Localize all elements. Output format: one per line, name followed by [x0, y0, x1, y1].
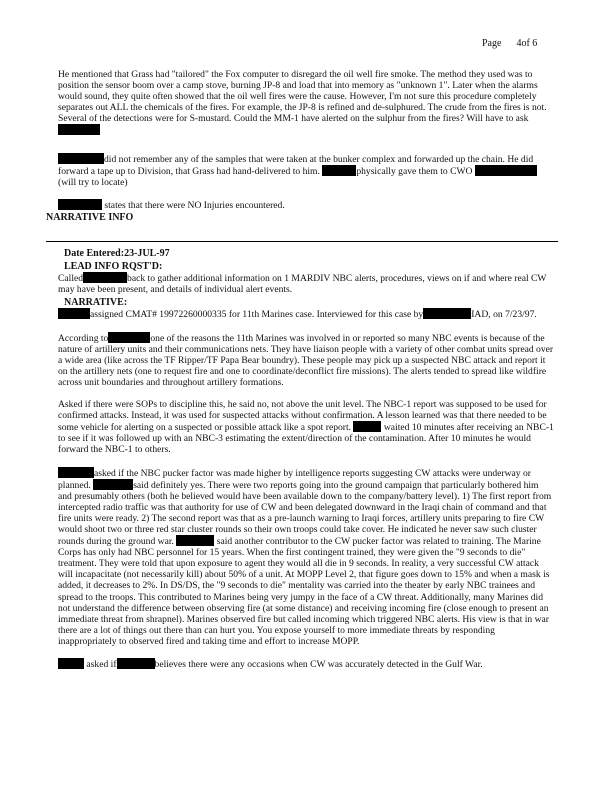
redaction [58, 153, 104, 164]
redaction [93, 479, 133, 490]
paragraph-gulf-war: asked if believes there were any occasions when CW was accurately detected in the Gulf War. [58, 658, 554, 670]
redaction [58, 199, 102, 210]
redaction [58, 658, 84, 669]
redaction [117, 658, 155, 669]
paragraph-sop: Asked if there were SOPs to discipline this, he said no, not above the unit level. The NBC-1 report was supposed to be used for confirmed attacks. Instead, it was used for suspected attacks without confirmation. A lesson learned was that there needed to be some vehicle for alerting on a suspected or possible attack like a spot report. waited 10 minutes after receiving an NBC-1 to see if it was followed up with an NBC-3 estimating the extent/direction of the contamination. After 10 minutes he would forward the NBC-1 to others. [58, 399, 554, 456]
lead-info-label: LEAD INFO RQST'D: [64, 261, 163, 273]
redaction [58, 308, 90, 319]
date-entered: Date Entered:23-JUL-97 [64, 248, 170, 259]
narrative-label: NARRATIVE: [64, 297, 128, 309]
page-count: 4of 6 [516, 38, 538, 49]
redaction [423, 308, 471, 319]
paragraph-samples: did not remember any of the samples that were taken at the bunker complex and forwarded up the chain. He did forward a tape up to Division, that Grass had hand-delivered to him. physically gave them to CWO (will try to locate) [58, 153, 554, 188]
redaction [322, 165, 356, 176]
paragraph-pucker-factor: asked if the NBC pucker factor was made higher by intelligence reports suggesting CW attacks were underway or planned. said definitely yes. There were two reports going into the ground campaign that particularly bothered him and presumably others (both he believed would have been available down to the company/battery level). 1) The first report from intercepted radio traffic was that authority for use of CW and been delegated downward in the Iraqi chain of command and that fire units were ready. 2) The second report was that as a pre-launch warning to Iraqi forces, artillery units preparing to fire CW would shoot two or three red star cluster rounds so their own troops could take cover. He indicated he never saw such cluster rounds during the ground war. said another contributor to the CW pucker factor was related to training. The Marine Corps has only had NBC personnel for 15 years. When the first contingent trained, they were given the "9 seconds to die" treatment. They were told that upon exposure to agent they would all die in 9 seconds. In reality, a very successful CW attack will incapacitate (not necessarily kill) about 50% of a unit. At MOPP Level 2, that figure goes down to 15% and when a mask is added, it decreases to 2%. In DS/DS, the "9 seconds to die" mentality was carried into the theater by early NBC trainees and spread to the troops. This contributed to Marines being very jumpy in the face of a CW threat. Additionally, many Marines did not understand the difference between observing fire (at some distance) and receiving incoming fire (close enough to present an immediate threat from shrapnel). Marines observed fire but called incoming which triggered NBC alerts. His view is that in war there are a lot of things out there than can hurt you. You expose yourself to more immediate threats by responding inappropriately to observed fired and taking time and effort to increase MOPP. [58, 467, 552, 647]
redaction [176, 535, 214, 546]
paragraph-fox-computer: He mentioned that Grass had "tailored" the Fox computer to disregard the oil well fire smoke. The method they used was to position the sensor boom over a camp stove, burning JP-8 and load that into memory as "unknown 1". Later when the alarms would sound, they quite often showed that the oil well fires were the cause. However, I'm not sure this procedure completely separates out ALL the chemicals of the fires. For example, the JP-8 is refined and de-sulphured. The crude from the fires is not. Several of the detections were for S-mustard. Could the MM-1 have alerted on the sulphur from the fires? Will have to ask [58, 69, 554, 137]
redaction [58, 124, 100, 135]
redaction [108, 332, 150, 343]
redaction [83, 272, 127, 283]
document-body [46, 69, 554, 223]
paragraph-called: Called back to gather additional information on 1 MARDIV NBC alerts, procedures, views on if and where real CW may have been present, and details of individual alert events. [58, 273, 547, 296]
page-label: Page [482, 38, 502, 49]
redaction [353, 421, 381, 432]
page-number [482, 38, 537, 49]
paragraph-assigned: assigned CMAT# 19972260000335 for 11th Marines case. Interviewed for this case by IAD, on 7/23/97. [58, 308, 554, 320]
section-divider [46, 241, 558, 242]
paragraph-injuries: states that there were NO Injuries encountered. [58, 199, 554, 211]
redaction [475, 165, 537, 176]
section-title: NARRATIVE INFO [46, 211, 134, 223]
paragraph-according: According to one of the reasons the 11th Marines was involved in or reported so many NBC events is because of the nature of artillery units and their communications nets. They have liaison people with a variety of other combat units spread over a wide area (like across the TF Ripper/TF Papa Bear boundry). These people may pick up a suspected NBC attack and report it on the artillery nets (one to request fire and one to coordinate/deconflict fire missions). The alerts tended to spread like wildfire across unit boundaries and throughout artillery formations. [58, 332, 554, 388]
redaction [58, 467, 94, 478]
narrative-body [58, 248, 554, 681]
